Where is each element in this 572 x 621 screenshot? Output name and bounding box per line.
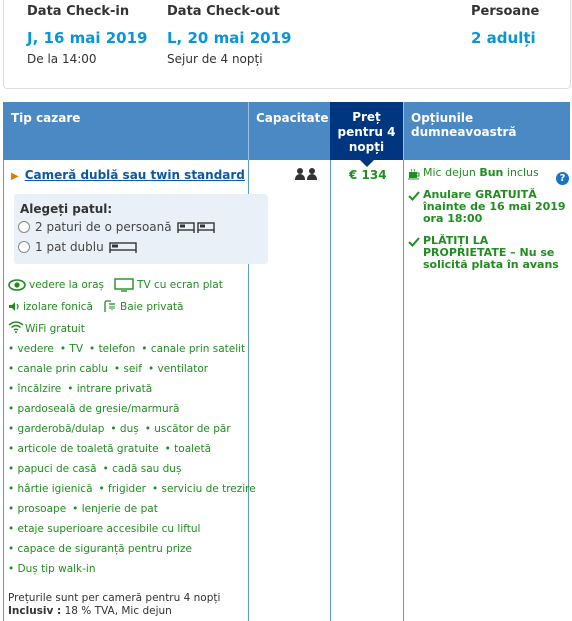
person-icon <box>295 168 305 180</box>
amenity-item: • ventilator <box>148 363 208 375</box>
expand-arrow-icon: ▶ <box>11 171 19 182</box>
amenity-item: • cadă sau duș <box>103 463 182 475</box>
coffee-cup-icon <box>408 168 420 180</box>
guests-block <box>471 4 539 47</box>
col-border <box>3 160 4 621</box>
info-icon[interactable]: ? <box>556 172 569 185</box>
checkmark-icon <box>408 190 420 202</box>
feature-label: izolare fonică <box>23 300 93 313</box>
table-header <box>3 102 570 160</box>
checkout-date[interactable]: L, 20 mai 2019 <box>167 29 292 47</box>
checkout-block <box>167 4 291 66</box>
single-beds-icon <box>177 221 215 233</box>
feature-city-view <box>8 279 104 291</box>
header-room-type: Tip cazare <box>11 111 81 125</box>
amenity-row <box>8 403 179 415</box>
amenity-row <box>8 363 208 375</box>
checkin-date[interactable]: J, 16 mai 2019 <box>27 29 148 47</box>
checkin-block <box>27 4 147 66</box>
amenity-item: • articole de toaletă gratuite <box>8 443 159 455</box>
feature-label: vedere la oraș <box>29 279 105 291</box>
header-price-line2: pentru 4 <box>337 125 396 139</box>
included-line <box>8 605 220 618</box>
amenity-item: • hârtie igienică <box>8 483 93 495</box>
amenity-row <box>8 463 181 475</box>
amenity-row <box>8 443 211 455</box>
bed-option-twin[interactable] <box>18 220 215 234</box>
radio-button[interactable] <box>18 221 30 233</box>
amenity-item: • seif <box>114 363 142 375</box>
amenity-item: • prosoape <box>8 503 66 515</box>
room-name: Cameră dublă sau twin standard <box>24 168 245 182</box>
header-capacity: Capacitate <box>256 111 329 125</box>
amenity-item: • pardoseală de gresie/marmură <box>8 403 179 415</box>
feature-row <box>8 323 85 335</box>
amenity-row <box>8 563 96 575</box>
feature-label: Baie privată <box>120 300 184 313</box>
price-pointer <box>360 160 374 167</box>
breakfast-text <box>423 167 539 179</box>
header-price <box>330 102 403 160</box>
amenity-item: • capace de siguranță pentru prize <box>8 543 192 555</box>
checkmark-icon <box>408 236 420 248</box>
cancel-line: ora 18:00 <box>423 212 483 225</box>
amenity-row <box>8 483 256 495</box>
feature-row <box>8 300 183 313</box>
pay-line: PLĂTIȚI LA <box>423 234 489 247</box>
radio-button[interactable] <box>18 241 30 253</box>
amenity-item: • frigider <box>99 483 147 495</box>
amenity-item: • garderobă/dulap <box>8 423 104 435</box>
col-border <box>330 160 331 621</box>
pay-text <box>423 235 559 271</box>
capacity-icon <box>295 168 317 180</box>
header-divider <box>403 102 404 160</box>
pay-line: solicită plata în avans <box>423 258 559 271</box>
free-cancel-text <box>423 189 566 225</box>
pay-line: PROPRIETATE – Nu se <box>423 246 555 259</box>
amenity-row <box>8 423 231 435</box>
rooms-table <box>3 102 570 621</box>
header-price-line3: nopți <box>348 140 385 154</box>
feature-private-bath <box>103 300 183 313</box>
amenity-row <box>8 343 245 355</box>
checkin-time: De la 14:00 <box>27 52 97 66</box>
guests-value[interactable]: 2 adulți <box>471 29 536 47</box>
feature-wifi-label: WiFi gratuit <box>25 323 85 335</box>
shower-icon <box>103 300 117 313</box>
amenity-item: • papuci de casă <box>8 463 97 475</box>
price-note <box>8 592 220 618</box>
amenity-item: • etaje superioare accesibile cu liftul <box>8 523 200 535</box>
cancel-line: Anulare GRATUITĂ <box>423 188 537 201</box>
double-bed-icon <box>109 241 137 253</box>
included-label: Inclusiv : <box>8 605 62 617</box>
amenity-item: • încălzire <box>8 383 61 395</box>
room-name-link[interactable] <box>11 168 245 182</box>
breakfast-post: inclus <box>503 166 539 179</box>
amenity-row <box>8 543 192 555</box>
amenity-item: • TV <box>60 343 83 355</box>
feature-label: TV cu ecran plat <box>137 279 223 291</box>
amenity-row <box>8 503 158 515</box>
breakfast-bold: Bun <box>479 166 504 179</box>
tv-icon <box>114 278 134 292</box>
header-price-line1: Preț <box>352 110 381 124</box>
booking-summary <box>0 0 572 96</box>
person-icon <box>307 168 317 180</box>
amenity-item: • toaletă <box>165 443 211 455</box>
bed-option-double[interactable] <box>18 240 137 254</box>
amenity-item: • canale prin cablu <box>8 363 108 375</box>
bed-option-label: 2 paturi de o persoană <box>35 220 172 234</box>
amenity-row <box>8 383 152 395</box>
amenity-item: • uscător de păr <box>145 423 231 435</box>
amenity-row <box>8 523 200 535</box>
eye-icon <box>8 279 26 291</box>
speaker-icon <box>8 301 20 312</box>
amenity-item: • telefon <box>89 343 135 355</box>
col-border <box>403 160 404 621</box>
feature-soundproof <box>8 301 93 313</box>
feature-tv <box>114 278 223 292</box>
bed-title: Alegeți patul: <box>20 202 113 216</box>
feature-row <box>8 278 223 292</box>
stay-length: Sejur de 4 nopți <box>167 52 263 66</box>
amenity-item: • canale prin satelit <box>141 343 245 355</box>
included-value: 18 % TVA, Mic dejun <box>61 605 172 617</box>
bed-option-label: 1 pat dublu <box>35 240 104 254</box>
amenity-item: • vedere <box>8 343 54 355</box>
amenity-item: • serviciu de trezire <box>152 483 256 495</box>
bed-selector <box>14 194 268 264</box>
header-options: Opțiunile dumneavoastră <box>411 111 517 139</box>
guests-label: Persoane <box>471 4 540 19</box>
amenity-item: • intrare privată <box>67 383 152 395</box>
checkout-label: Data Check-out <box>167 4 280 19</box>
header-divider <box>248 102 249 160</box>
breakfast-pre: Mic dejun <box>423 166 480 179</box>
amenity-item: • lenjerie de pat <box>72 503 158 515</box>
checkin-label: Data Check-in <box>27 4 130 19</box>
room-price: € 134 <box>349 168 387 182</box>
cancel-line: înainte de 16 mai 2019 <box>423 200 566 213</box>
price-note-line: Prețurile sunt per cameră pentru 4 nopți <box>8 592 221 604</box>
amenity-item: • duș <box>110 423 138 435</box>
amenity-item: • Duș tip walk-in <box>8 563 96 575</box>
